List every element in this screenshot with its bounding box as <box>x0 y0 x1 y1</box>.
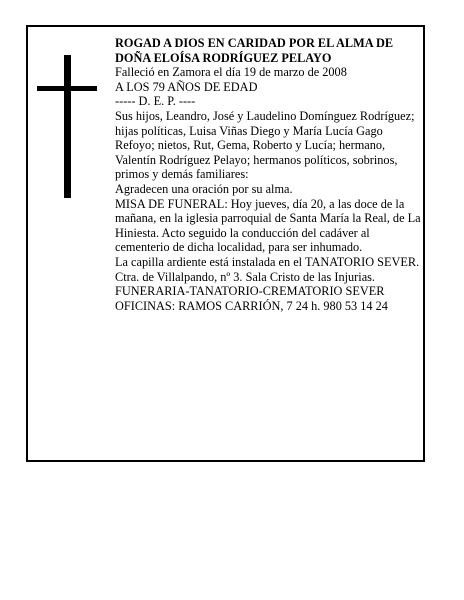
offices-line: OFICINAS: RAMOS CARRIÓN, 7 24 h. 980 53 14 24 <box>115 298 388 313</box>
cross-icon-arm <box>37 86 97 91</box>
funeral-mass-paragraph: MISA DE FUNERAL: Hoy jueves, día 20, a las doce de la mañana, en la iglesia parroquial de Santa María la Real, de La Hiniesta. Acto seguido la conducción del cadáver al cementerio de dicha localidad, para ser inhumado. <box>115 196 421 255</box>
family-paragraph: Sus hijos, Leandro, José y Laudelino Domínguez Rodríguez; hijas políticas, Luisa Viñas Diego y María Lucía Gago Refoyo; nietos, Rut, Gema, Roberto y Lucía; hermano, Valentín Rodríguez Pelayo; hermanos políticos, sobrinos, primos y demás familiares: <box>115 108 415 182</box>
prayer-request: Agradecen una oración por su alma. <box>115 181 293 196</box>
header-line: ROGAD A DIOS EN CARIDAD POR EL ALMA DE <box>115 36 394 50</box>
age-line: A LOS 79 AÑOS DE EDAD <box>115 79 258 94</box>
rip-line: ----- D. E. P. ---- <box>115 94 196 109</box>
deceased-name: DOÑA ELOÍSA RODRÍGUEZ PELAYO <box>115 50 332 65</box>
death-info: Falleció en Zamora el día 19 de marzo de 2008 <box>115 65 347 80</box>
cross-icon <box>64 55 71 198</box>
funeral-home-line: FUNERARIA-TANATORIO-CREMATORIO SEVER <box>115 284 385 299</box>
obituary-text <box>115 36 421 313</box>
chapel-paragraph: La capilla ardiente está instalada en el TANATORIO SEVER. Ctra. de Villalpando, nº 3. Sala Cristo de las Injurias. <box>115 254 420 284</box>
